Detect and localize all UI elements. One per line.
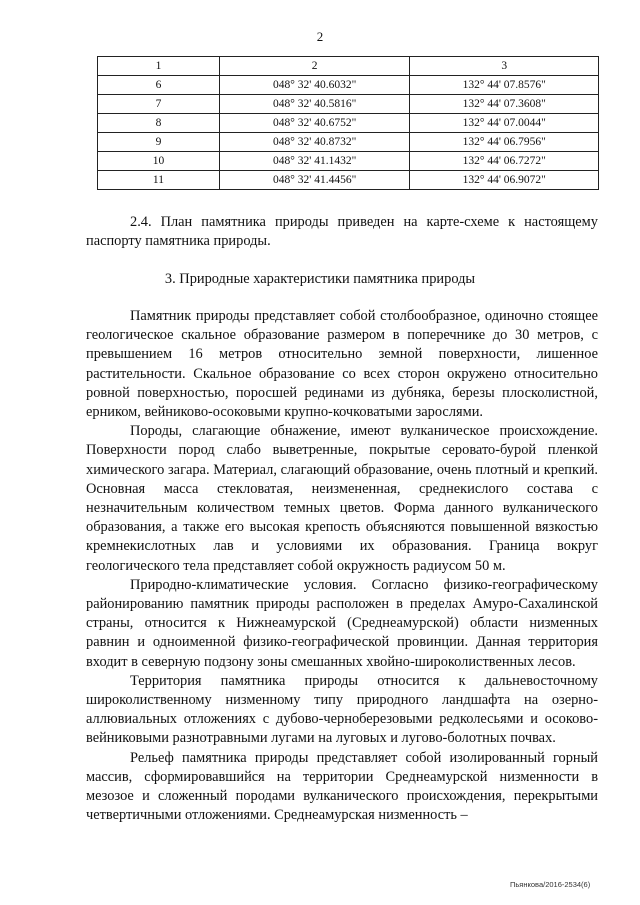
- column-header: 3: [410, 57, 599, 76]
- table-row: [98, 133, 599, 152]
- longitude-cell: 132° 44' 06.7956": [410, 133, 599, 152]
- coordinates-table: [97, 56, 599, 190]
- paragraph-climate: Природно-климатические условия. Согласно физико-географическому районированию памятник природы расположен в пределах Амуро-Сахалинской страны, относится к Нижнеамурской (Среднеамурской) области низменных равнин и одноименной физико-географической провинции. Данная территория входит в северную подзону зоны смешанных хвойно-широколиственных лесов.: [86, 576, 598, 670]
- point-number-cell: 10: [98, 152, 220, 171]
- column-header: 1: [98, 57, 220, 76]
- longitude-cell: 132° 44' 06.7272": [410, 152, 599, 171]
- table-row: [98, 114, 599, 133]
- clause-2-4: 2.4. План памятника природы приведен на карте-схеме к настоящему паспорту памятника природы.: [86, 214, 598, 250]
- table-header-row: [98, 57, 599, 76]
- latitude-cell: 048° 32' 40.6752": [219, 114, 410, 133]
- column-header: 2: [219, 57, 410, 76]
- longitude-cell: 132° 44' 07.0044": [410, 114, 599, 133]
- table-row: [98, 152, 599, 171]
- paragraph-description: Памятник природы представляет собой столбообразное, одиночно стоящее геологическое скальное образование размером в поперечнике до 30 метров, с превышением 16 метров относительно земной поверхности, лишенное растительности. Скальное образование со всех сторон окружено относительно ровной поверхностью, поросшей рединами из дубняка, березы плосколистной, ерником, вейниково-осоковыми крупно-кочковатыми зарослями.: [86, 308, 598, 421]
- section-heading: 3. Природные характеристики памятника природы: [164, 271, 476, 287]
- point-number-cell: 11: [98, 171, 220, 190]
- latitude-cell: 048° 32' 41.1432": [219, 152, 410, 171]
- table-row: [98, 95, 599, 114]
- paragraph-relief: Рельеф памятника природы представляет собой изолированный горный массив, сформировавшийся на территории Среднеамурской низменности в мезозое и сложенный породами вулканического происхождения, перекрытыми четвертичными отложениями. Среднеамурская низменность –: [86, 749, 598, 824]
- point-number-cell: 9: [98, 133, 220, 152]
- point-number-cell: 6: [98, 76, 220, 95]
- latitude-cell: 048° 32' 41.4456": [219, 171, 410, 190]
- footer-code: Пьянкова/2016-2534(6): [510, 880, 591, 889]
- body-text: [86, 307, 598, 825]
- point-number-cell: 7: [98, 95, 220, 114]
- page-number: 2: [316, 29, 324, 44]
- longitude-cell: 132° 44' 07.8576": [410, 76, 599, 95]
- longitude-cell: 132° 44' 06.9072": [410, 171, 599, 190]
- point-number-cell: 8: [98, 114, 220, 133]
- clause-2-4-block: [86, 213, 598, 251]
- latitude-cell: 048° 32' 40.8732": [219, 133, 410, 152]
- table-row: [98, 171, 599, 190]
- table-row: [98, 76, 599, 95]
- latitude-cell: 048° 32' 40.5816": [219, 95, 410, 114]
- latitude-cell: 048° 32' 40.6032": [219, 76, 410, 95]
- paragraph-rocks: Породы, слагающие обнажение, имеют вулканическое происхождение. Поверхности пород слабо выветренные, покрытые серовато-бурой пленкой химического загара. Материал, слагающий образование, очень плотный и крепкий. Основная масса стекловатая, неизмененная, среднекислого состава с незначительным количеством темных цветов. Форма данного вулканического образования, а также его высокая крепость объясняются повышенной вязкостью кремнекислотных лав и условиями их образования. Граница вокруг геологического тела представляет собой окружность радиусом 50 м.: [86, 423, 598, 574]
- longitude-cell: 132° 44' 07.3608": [410, 95, 599, 114]
- paragraph-landscape: Территория памятника природы относится к дальневосточному широколиственному низменному типу природного ландшафта на озерно-аллювиальных отложениях с дубово-черноберезовыми редколесьями и осоково-вейниковыми разнотравными лугами на луговых и лугово-болотных почвах.: [86, 672, 598, 747]
